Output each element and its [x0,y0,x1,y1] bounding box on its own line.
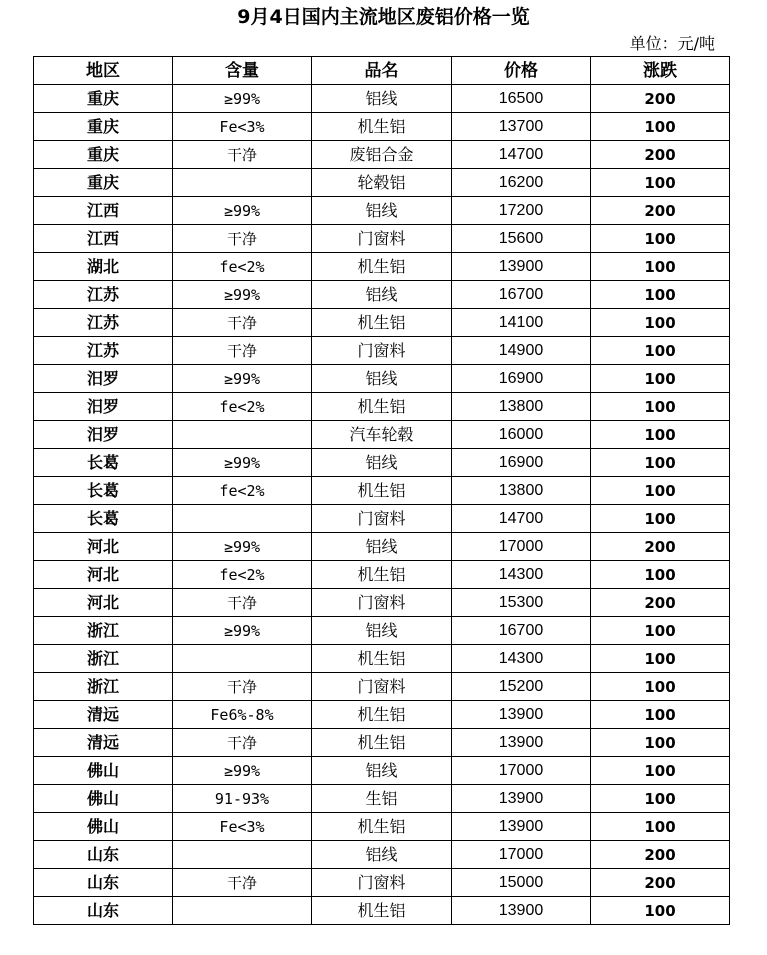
cell-product: 门窗料 [312,869,452,897]
cell-region: 江西 [34,225,173,253]
cell-change: 100 [591,309,730,337]
table-row [34,477,730,505]
cell-change: 100 [591,645,730,673]
cell-price: 16700 [452,281,591,309]
cell-change: 100 [591,421,730,449]
cell-content: fe<2% [173,393,312,421]
cell-content: fe<2% [173,253,312,281]
table-row [34,617,730,645]
cell-price: 13800 [452,477,591,505]
cell-change: 100 [591,337,730,365]
cell-content: fe<2% [173,477,312,505]
cell-change: 100 [591,757,730,785]
cell-product: 机生铝 [312,253,452,281]
cell-region: 江苏 [34,281,173,309]
cell-price: 13800 [452,393,591,421]
cell-change: 200 [591,589,730,617]
cell-region: 河北 [34,561,173,589]
unit-label: 单位：元/吨 [629,34,715,53]
cell-change: 100 [591,253,730,281]
cell-product: 门窗料 [312,505,452,533]
cell-content: ≥99% [173,365,312,393]
cell-content [173,897,312,925]
cell-product: 机生铝 [312,309,452,337]
table-body [34,85,730,925]
cell-product: 废铝合金 [312,141,452,169]
cell-region: 江苏 [34,337,173,365]
cell-region: 浙江 [34,673,173,701]
cell-region: 汨罗 [34,393,173,421]
cell-product: 铝线 [312,85,452,113]
cell-content: Fe<3% [173,813,312,841]
cell-product: 机生铝 [312,729,452,757]
cell-price: 13700 [452,113,591,141]
cell-content: 干净 [173,225,312,253]
table-row [34,841,730,869]
cell-region: 重庆 [34,113,173,141]
cell-region: 佛山 [34,785,173,813]
table-row [34,813,730,841]
cell-product: 门窗料 [312,673,452,701]
cell-change: 100 [591,617,730,645]
cell-price: 14700 [452,141,591,169]
cell-change: 100 [591,393,730,421]
cell-region: 佛山 [34,757,173,785]
cell-content: Fe6%-8% [173,701,312,729]
cell-content: 干净 [173,729,312,757]
cell-content: ≥99% [173,85,312,113]
cell-change: 100 [591,785,730,813]
cell-change: 100 [591,477,730,505]
cell-change: 100 [591,225,730,253]
cell-change: 200 [591,841,730,869]
cell-change: 100 [591,561,730,589]
table-row [34,421,730,449]
cell-content: 干净 [173,673,312,701]
cell-content [173,421,312,449]
cell-content: 干净 [173,141,312,169]
cell-product: 机生铝 [312,701,452,729]
table-row [34,589,730,617]
cell-change: 100 [591,701,730,729]
cell-region: 重庆 [34,141,173,169]
header-content: 含量 [173,57,312,85]
cell-region: 清远 [34,729,173,757]
cell-content: fe<2% [173,561,312,589]
cell-content: 干净 [173,589,312,617]
cell-region: 汨罗 [34,421,173,449]
price-table [33,56,730,925]
cell-product: 铝线 [312,281,452,309]
cell-change: 100 [591,729,730,757]
cell-product: 铝线 [312,533,452,561]
table-row [34,897,730,925]
cell-price: 16200 [452,169,591,197]
cell-region: 河北 [34,589,173,617]
table-header-row [34,57,730,85]
cell-change: 100 [591,449,730,477]
cell-region: 清远 [34,701,173,729]
page-title: 9月4日国内主流地区废铝价格一览 [237,6,530,28]
table-row [34,785,730,813]
cell-price: 15000 [452,869,591,897]
cell-content: 干净 [173,337,312,365]
cell-change: 100 [591,113,730,141]
cell-product: 铝线 [312,841,452,869]
cell-region: 山东 [34,841,173,869]
cell-product: 轮毂铝 [312,169,452,197]
cell-price: 17000 [452,533,591,561]
cell-content: 干净 [173,869,312,897]
cell-price: 16900 [452,365,591,393]
cell-price: 14300 [452,645,591,673]
cell-change: 200 [591,533,730,561]
cell-price: 13900 [452,701,591,729]
table-row [34,729,730,757]
cell-product: 铝线 [312,365,452,393]
table-row [34,869,730,897]
cell-price: 13900 [452,813,591,841]
cell-price: 13900 [452,897,591,925]
cell-content: ≥99% [173,197,312,225]
header-product: 品名 [312,57,452,85]
cell-product: 门窗料 [312,225,452,253]
cell-price: 17000 [452,841,591,869]
cell-content: Fe<3% [173,113,312,141]
cell-product: 铝线 [312,617,452,645]
cell-product: 机生铝 [312,645,452,673]
table-row [34,169,730,197]
table-row [34,85,730,113]
cell-content: ≥99% [173,281,312,309]
cell-price: 17200 [452,197,591,225]
cell-content: ≥99% [173,533,312,561]
table-row [34,393,730,421]
cell-region: 长葛 [34,449,173,477]
cell-price: 15200 [452,673,591,701]
cell-product: 生铝 [312,785,452,813]
cell-price: 14700 [452,505,591,533]
cell-region: 重庆 [34,169,173,197]
cell-product: 汽车轮毂 [312,421,452,449]
cell-content [173,841,312,869]
cell-content [173,505,312,533]
cell-region: 江西 [34,197,173,225]
table-row [34,197,730,225]
cell-content: ≥99% [173,449,312,477]
cell-price: 14300 [452,561,591,589]
cell-region: 长葛 [34,505,173,533]
cell-region: 佛山 [34,813,173,841]
cell-region: 重庆 [34,85,173,113]
cell-content: ≥99% [173,617,312,645]
cell-content: ≥99% [173,757,312,785]
cell-change: 100 [591,673,730,701]
cell-region: 浙江 [34,645,173,673]
cell-change: 200 [591,869,730,897]
table-row [34,505,730,533]
cell-content: 干净 [173,309,312,337]
cell-region: 山东 [34,897,173,925]
table-row [34,757,730,785]
cell-product: 机生铝 [312,113,452,141]
cell-content [173,169,312,197]
cell-product: 机生铝 [312,897,452,925]
table-row [34,561,730,589]
cell-change: 200 [591,141,730,169]
table-row [34,449,730,477]
cell-change: 100 [591,505,730,533]
cell-region: 江苏 [34,309,173,337]
cell-product: 机生铝 [312,561,452,589]
cell-product: 铝线 [312,449,452,477]
cell-change: 100 [591,897,730,925]
table-row [34,113,730,141]
table-row [34,533,730,561]
cell-product: 铝线 [312,197,452,225]
cell-change: 100 [591,281,730,309]
cell-price: 16700 [452,617,591,645]
cell-region: 河北 [34,533,173,561]
cell-change: 100 [591,813,730,841]
cell-product: 机生铝 [312,477,452,505]
cell-change: 100 [591,169,730,197]
cell-price: 16900 [452,449,591,477]
cell-change: 200 [591,85,730,113]
cell-region: 湖北 [34,253,173,281]
table-row [34,141,730,169]
table-row [34,309,730,337]
cell-price: 16500 [452,85,591,113]
cell-product: 机生铝 [312,813,452,841]
cell-content [173,645,312,673]
cell-price: 17000 [452,757,591,785]
cell-price: 14900 [452,337,591,365]
cell-product: 铝线 [312,757,452,785]
cell-price: 13900 [452,253,591,281]
header-change: 涨跌 [591,57,730,85]
header-region: 地区 [34,57,173,85]
table-row [34,673,730,701]
header-price: 价格 [452,57,591,85]
cell-change: 100 [591,365,730,393]
table-row [34,281,730,309]
cell-change: 200 [591,197,730,225]
table-row [34,253,730,281]
cell-product: 机生铝 [312,393,452,421]
cell-product: 门窗料 [312,589,452,617]
cell-price: 16000 [452,421,591,449]
cell-region: 浙江 [34,617,173,645]
table-row [34,337,730,365]
cell-content: 91-93% [173,785,312,813]
cell-price: 14100 [452,309,591,337]
cell-region: 汨罗 [34,365,173,393]
cell-price: 15600 [452,225,591,253]
table-row [34,365,730,393]
table-row [34,701,730,729]
table-row [34,225,730,253]
cell-price: 13900 [452,729,591,757]
cell-price: 13900 [452,785,591,813]
cell-region: 山东 [34,869,173,897]
table-row [34,645,730,673]
cell-product: 门窗料 [312,337,452,365]
cell-price: 15300 [452,589,591,617]
cell-region: 长葛 [34,477,173,505]
